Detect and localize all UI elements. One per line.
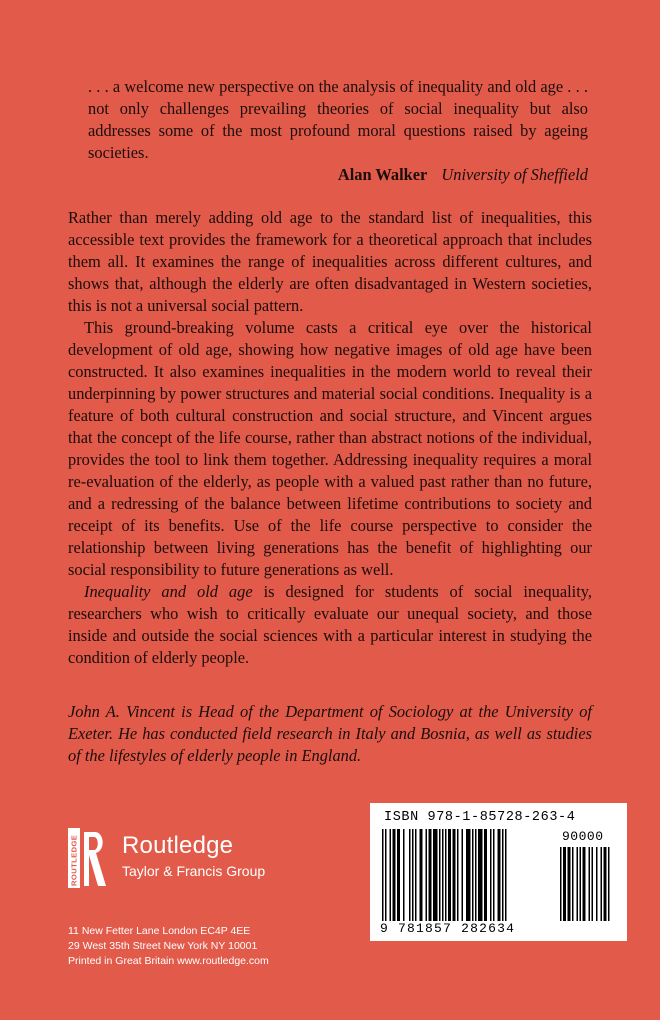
ean-barcode-bars (382, 829, 546, 921)
price-addon-code: 90000 (562, 829, 604, 844)
ean-left-digits: 781857 (398, 921, 453, 936)
description-paragraph-2: This ground-breaking volume casts a critical eye over the historical development of old age, showing how negative images of old age have been constructed. It also examines inequalities in the modern world to reveal their underpinning by power structures and material social conditions. Inequality is a feature of both cultural construction and social structure, and Vincent argues that the concept of the life course, rather than abstract notions of the individual, provides the tool to link them together. Addressing inequality requires a moral re-evaluation of the elderly, as people with a valued past rather than no future, and a redressing of the balance between lifetime contributions to society and receipt of its benefits. Use of the life course perspective to consider the relationship between living generations has the benefit of highlighting our social responsibility to future generations as well. (68, 318, 592, 579)
book-title-inline: Inequality and old age (84, 582, 253, 601)
isbn-label: ISBN 978-1-85728-263-4 (384, 810, 576, 825)
quote-author: Alan Walker (337, 165, 428, 184)
quote-text: . . . a welcome new perspective on the analysis of inequality and old age . . . not only challenges prevailing theories of social inequality but also addresses some of the most profound moral questions raised by ageing societies. (88, 77, 588, 162)
isbn-barcode (370, 803, 627, 941)
address-line: Printed in Great Britain www.routledge.com (68, 955, 269, 967)
ean-first-digit: 9 (380, 921, 390, 936)
publisher-addresses (68, 924, 269, 969)
address-line: 29 West 35th Street New York NY 10001 (68, 940, 258, 952)
addon-barcode-bars (560, 847, 612, 921)
publisher-name: Routledge (122, 832, 234, 859)
routledge-r-emblem-icon (68, 828, 108, 888)
description-paragraph-1: Rather than merely adding old age to the standard list of inequalities, this accessible text provides the framework for a theoretical approach that includes them all. It examines the range of inequalities across different cultures, and shows that, although the elderly are often disadvantaged in Western societies, this is not a universal social pattern. (68, 208, 592, 315)
book-description (68, 207, 592, 669)
ean-digits (378, 921, 517, 936)
publisher-group: Taylor & Francis Group (122, 863, 266, 879)
quote-affiliation: University of Sheffield (441, 165, 588, 184)
address-line: 11 New Fetter Lane London EC4P 4EE (68, 925, 251, 937)
author-bio: John A. Vincent is Head of the Department of Sociology at the University of Exeter. He has conducted field research in Italy and Bosnia, as well as studies of the lifestyles of elderly people in England. (68, 702, 592, 765)
publisher-block (68, 826, 328, 886)
ean-right-digits: 282634 (461, 921, 516, 936)
svg-text:ROUTLEDGE: ROUTLEDGE (69, 834, 79, 886)
quote-attribution (88, 164, 588, 186)
endorsement-quote (88, 76, 588, 186)
description-paragraph-3 (68, 581, 592, 669)
description-paragraph-3-text: is designed for students of social inequality, researchers who wish to critically evaluate our unequal society, and those inside and outside the social sciences with a particular interest in studying the condition of elderly people. (68, 582, 592, 667)
